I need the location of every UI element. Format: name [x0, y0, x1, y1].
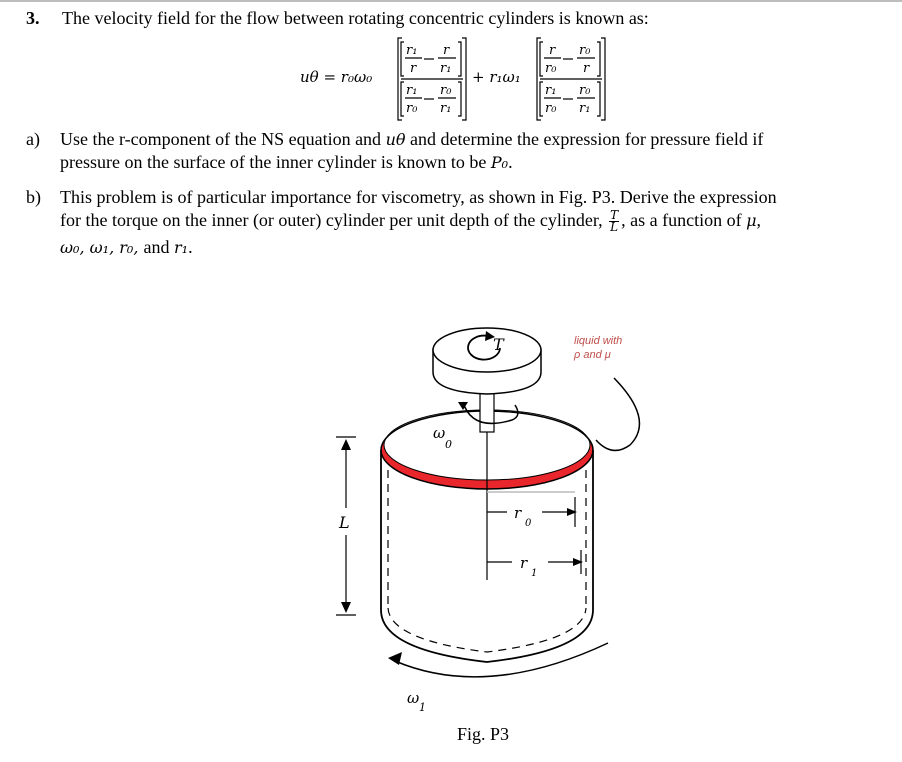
r0-sub: 0	[525, 518, 532, 529]
torque-fraction: $\frac{T}{L}$	[610, 208, 619, 235]
t1-num-b-den: r₁	[440, 61, 452, 76]
part-a-label: a)	[26, 129, 40, 149]
part-b-text: This problem is of particular importance for viscometry, as shown in Fig. P3. Derive the expression for the torque on the inner (or outer) cylinder per unit depth of the cylinder, $\frac{T}{L}$ , as a function of μ, ω₀, ω₁, r₀, and r₁.	[60, 187, 777, 257]
t2-den-b: r₀	[579, 83, 591, 98]
liquid-leader-line	[596, 378, 639, 450]
part-b-label: b)	[26, 187, 41, 207]
t1-num-a: r₁	[406, 43, 418, 58]
question-text: The velocity field for the flow between rotating concentric cylinders is known as:	[62, 8, 649, 28]
t2-num-b: r₀	[579, 43, 591, 58]
t2-num-b-den: r	[583, 61, 590, 76]
torque-label: T	[493, 335, 504, 354]
t1-num-b: r	[443, 43, 450, 58]
r0-label: r	[514, 504, 522, 522]
t2-num-a: r	[549, 43, 556, 58]
length-label: L	[339, 513, 350, 532]
t1-num-a-den: r	[410, 61, 417, 76]
t2-den-a: r₁	[545, 83, 557, 98]
question-number: 3.	[26, 8, 40, 28]
t2-num-a-den: r₀	[545, 61, 557, 76]
part-a-text: Use the r-component of the NS equation and uθ and determine the expression for pressure field if pressure on the surface of the inner cylinder is known to be P₀.	[60, 129, 764, 172]
omega0-label: ω	[433, 424, 446, 442]
r1-sub: 1	[531, 568, 538, 579]
eq-middle: + r₁ω₁	[472, 68, 521, 86]
omega1-label: ω	[407, 689, 420, 707]
t2-den-b-den: r₁	[579, 101, 591, 116]
t2-den-a-den: r₀	[545, 101, 557, 116]
t1-den-b: r₀	[440, 83, 452, 98]
liquid-annotation: liquid with ρ and μ	[574, 335, 623, 361]
t1-den-a-den: r₀	[406, 101, 418, 116]
figure-caption: Fig. P3	[457, 724, 510, 744]
omega1-sub: 1	[419, 701, 426, 714]
t1-den-a: r₁	[406, 83, 418, 98]
eq-lhs: uθ = r₀ω₀	[300, 68, 373, 86]
length-arrow-down-icon	[341, 602, 351, 613]
t1-den-b-den: r₁	[440, 101, 452, 116]
omega0-sub: 0	[445, 438, 452, 451]
length-arrow-up-icon	[341, 439, 351, 450]
r1-label: r	[520, 554, 528, 572]
